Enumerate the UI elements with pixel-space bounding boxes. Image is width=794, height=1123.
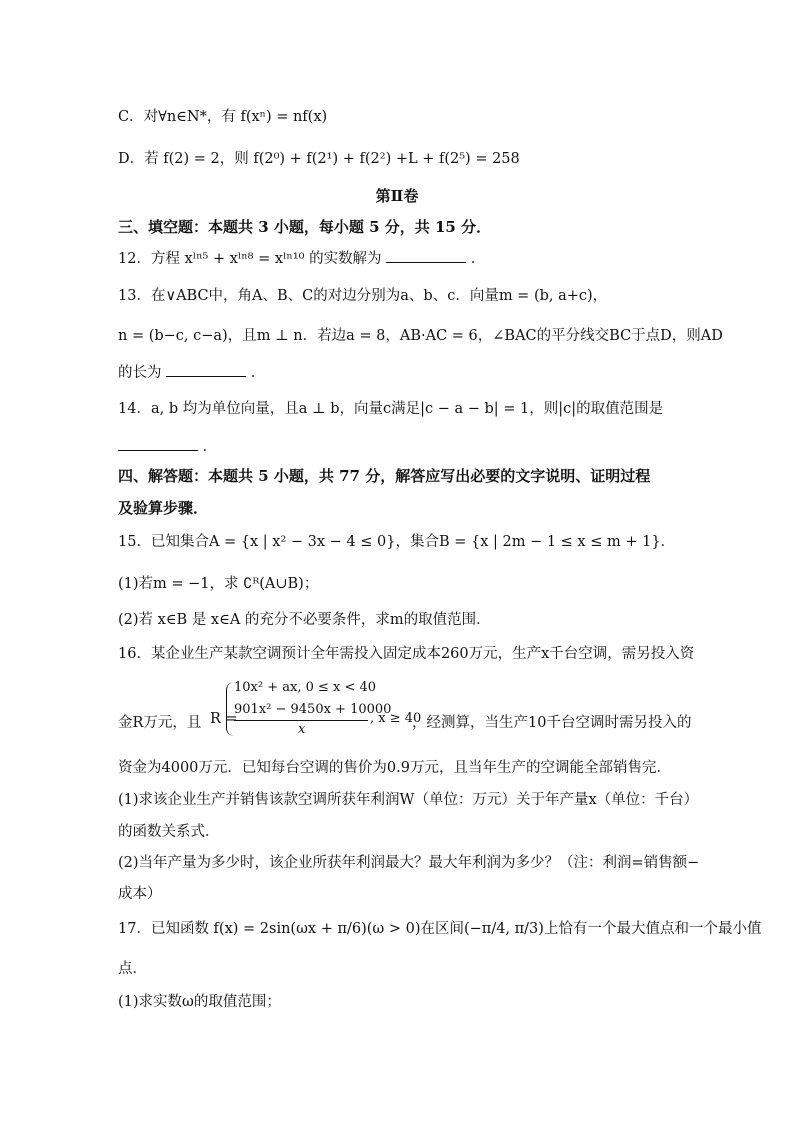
piecewise-label: R = bbox=[210, 711, 238, 727]
question-16-part-2-line-2: 成本） bbox=[118, 886, 162, 902]
section-4-heading-2: 及验算步骤． bbox=[118, 499, 209, 517]
section-title: 第Ⅱ卷 bbox=[375, 187, 419, 205]
question-16-continuation: ，经测算，当生产10千台空调时需另投入的 bbox=[412, 715, 692, 731]
question-16-lead: 金R万元，且 bbox=[118, 715, 202, 731]
question-17-line-2: 点． bbox=[118, 961, 147, 977]
piecewise-case-2-numerator: 901x² − 9450x + 10000 bbox=[234, 702, 392, 717]
answer-blank-14[interactable] bbox=[118, 436, 198, 451]
question-14-end: ． bbox=[202, 439, 218, 455]
question-16-part-1-line-1: (1)求该企业生产并销售该款空调所获年利润W（单位：万元）关于年产量x（单位：千台） bbox=[118, 792, 699, 808]
question-16-line-3: 资金为4000万元．已知每台空调的售价为0.9万元，且当年生产的空调能全部销售完． bbox=[118, 760, 671, 776]
question-14-line-1: 14．a, b 均为单位向量，且a ⊥ b，向量c满足|c − a − b| = 1，则|c|的取值范围是 bbox=[118, 401, 664, 417]
question-14-line-2 bbox=[118, 436, 684, 457]
fraction-bar bbox=[234, 720, 368, 721]
question-15-part-2: (2)若 x∈B 是 x∈A 的充分不必要条件，求m的取值范围． bbox=[118, 612, 491, 628]
question-16-part-2-line-1: (2)当年产量为多少时，该企业所获年利润最大？最大年利润为多少？（注：利润=销售额− bbox=[118, 855, 700, 871]
question-16-piecewise bbox=[118, 680, 692, 740]
question-13-line-3 bbox=[118, 362, 684, 383]
question-12-text: 12．方程 xˡⁿ⁵ + xˡⁿ⁸ = xˡⁿ¹⁰ 的实数解为 bbox=[118, 251, 382, 267]
option-d: D．若 f(2) = 2，则 f(2⁰) + f(2¹) + f(2²) +L + f(2⁵) = 258 bbox=[118, 151, 520, 167]
question-17-line-1: 17．已知函数 f(x) = 2sin(ωx + π/6)(ω > 0)在区间(−π/4, π/3)上恰有一个最大值点和一个最小值 bbox=[118, 921, 762, 937]
piecewise-case-2-condition: , x ≥ 40 bbox=[370, 711, 422, 726]
question-17-part-1: (1)求实数ω的取值范围； bbox=[118, 994, 281, 1010]
question-16-part-1-line-2: 的函数关系式． bbox=[118, 824, 220, 840]
question-13-end: ． bbox=[250, 365, 266, 381]
question-12 bbox=[118, 248, 684, 269]
answer-blank-12[interactable] bbox=[386, 248, 466, 263]
question-13-line-2: n = (b−c, c−a)，且m ⊥ n．若边a = 8，AB·AC = 6，∠BAC的平分线交BC于点D，则AD bbox=[118, 328, 723, 344]
answer-blank-13[interactable] bbox=[166, 362, 246, 377]
question-16-line-1: 16．某企业生产某款空调预计全年需投入固定成本260万元，生产x千台空调，需另投入资 bbox=[118, 646, 695, 662]
section-3-heading: 三、填空题：本题共 3 小题，每小题 5 分，共 15 分． bbox=[118, 218, 492, 236]
piecewise-case-2-denominator: x bbox=[298, 722, 306, 737]
section-4-heading-1: 四、解答题：本题共 5 小题，共 77 分，解答应写出必要的文字说明、证明过程 bbox=[118, 467, 651, 485]
question-13-prefix: 的长为 bbox=[118, 365, 162, 381]
question-13-line-1: 13．在∨ABC中，角A、B、C的对边分别为a、b、c．向量m = (b, a+c)， bbox=[118, 288, 608, 304]
question-15: 15．已知集合A = {x | x² − 3x − 4 ≤ 0}，集合B = {x | 2m − 1 ≤ x ≤ m + 1}． bbox=[118, 534, 676, 550]
piecewise-case-1: 10x² + ax, 0 ≤ x < 40 bbox=[234, 680, 377, 695]
question-15-part-1: (1)若m = −1，求 ∁ᴿ(A∪B)； bbox=[118, 576, 319, 592]
option-c: C．对∀n∈N*，有 f(xⁿ) = nf(x) bbox=[118, 109, 328, 125]
question-12-end: ． bbox=[470, 251, 486, 267]
